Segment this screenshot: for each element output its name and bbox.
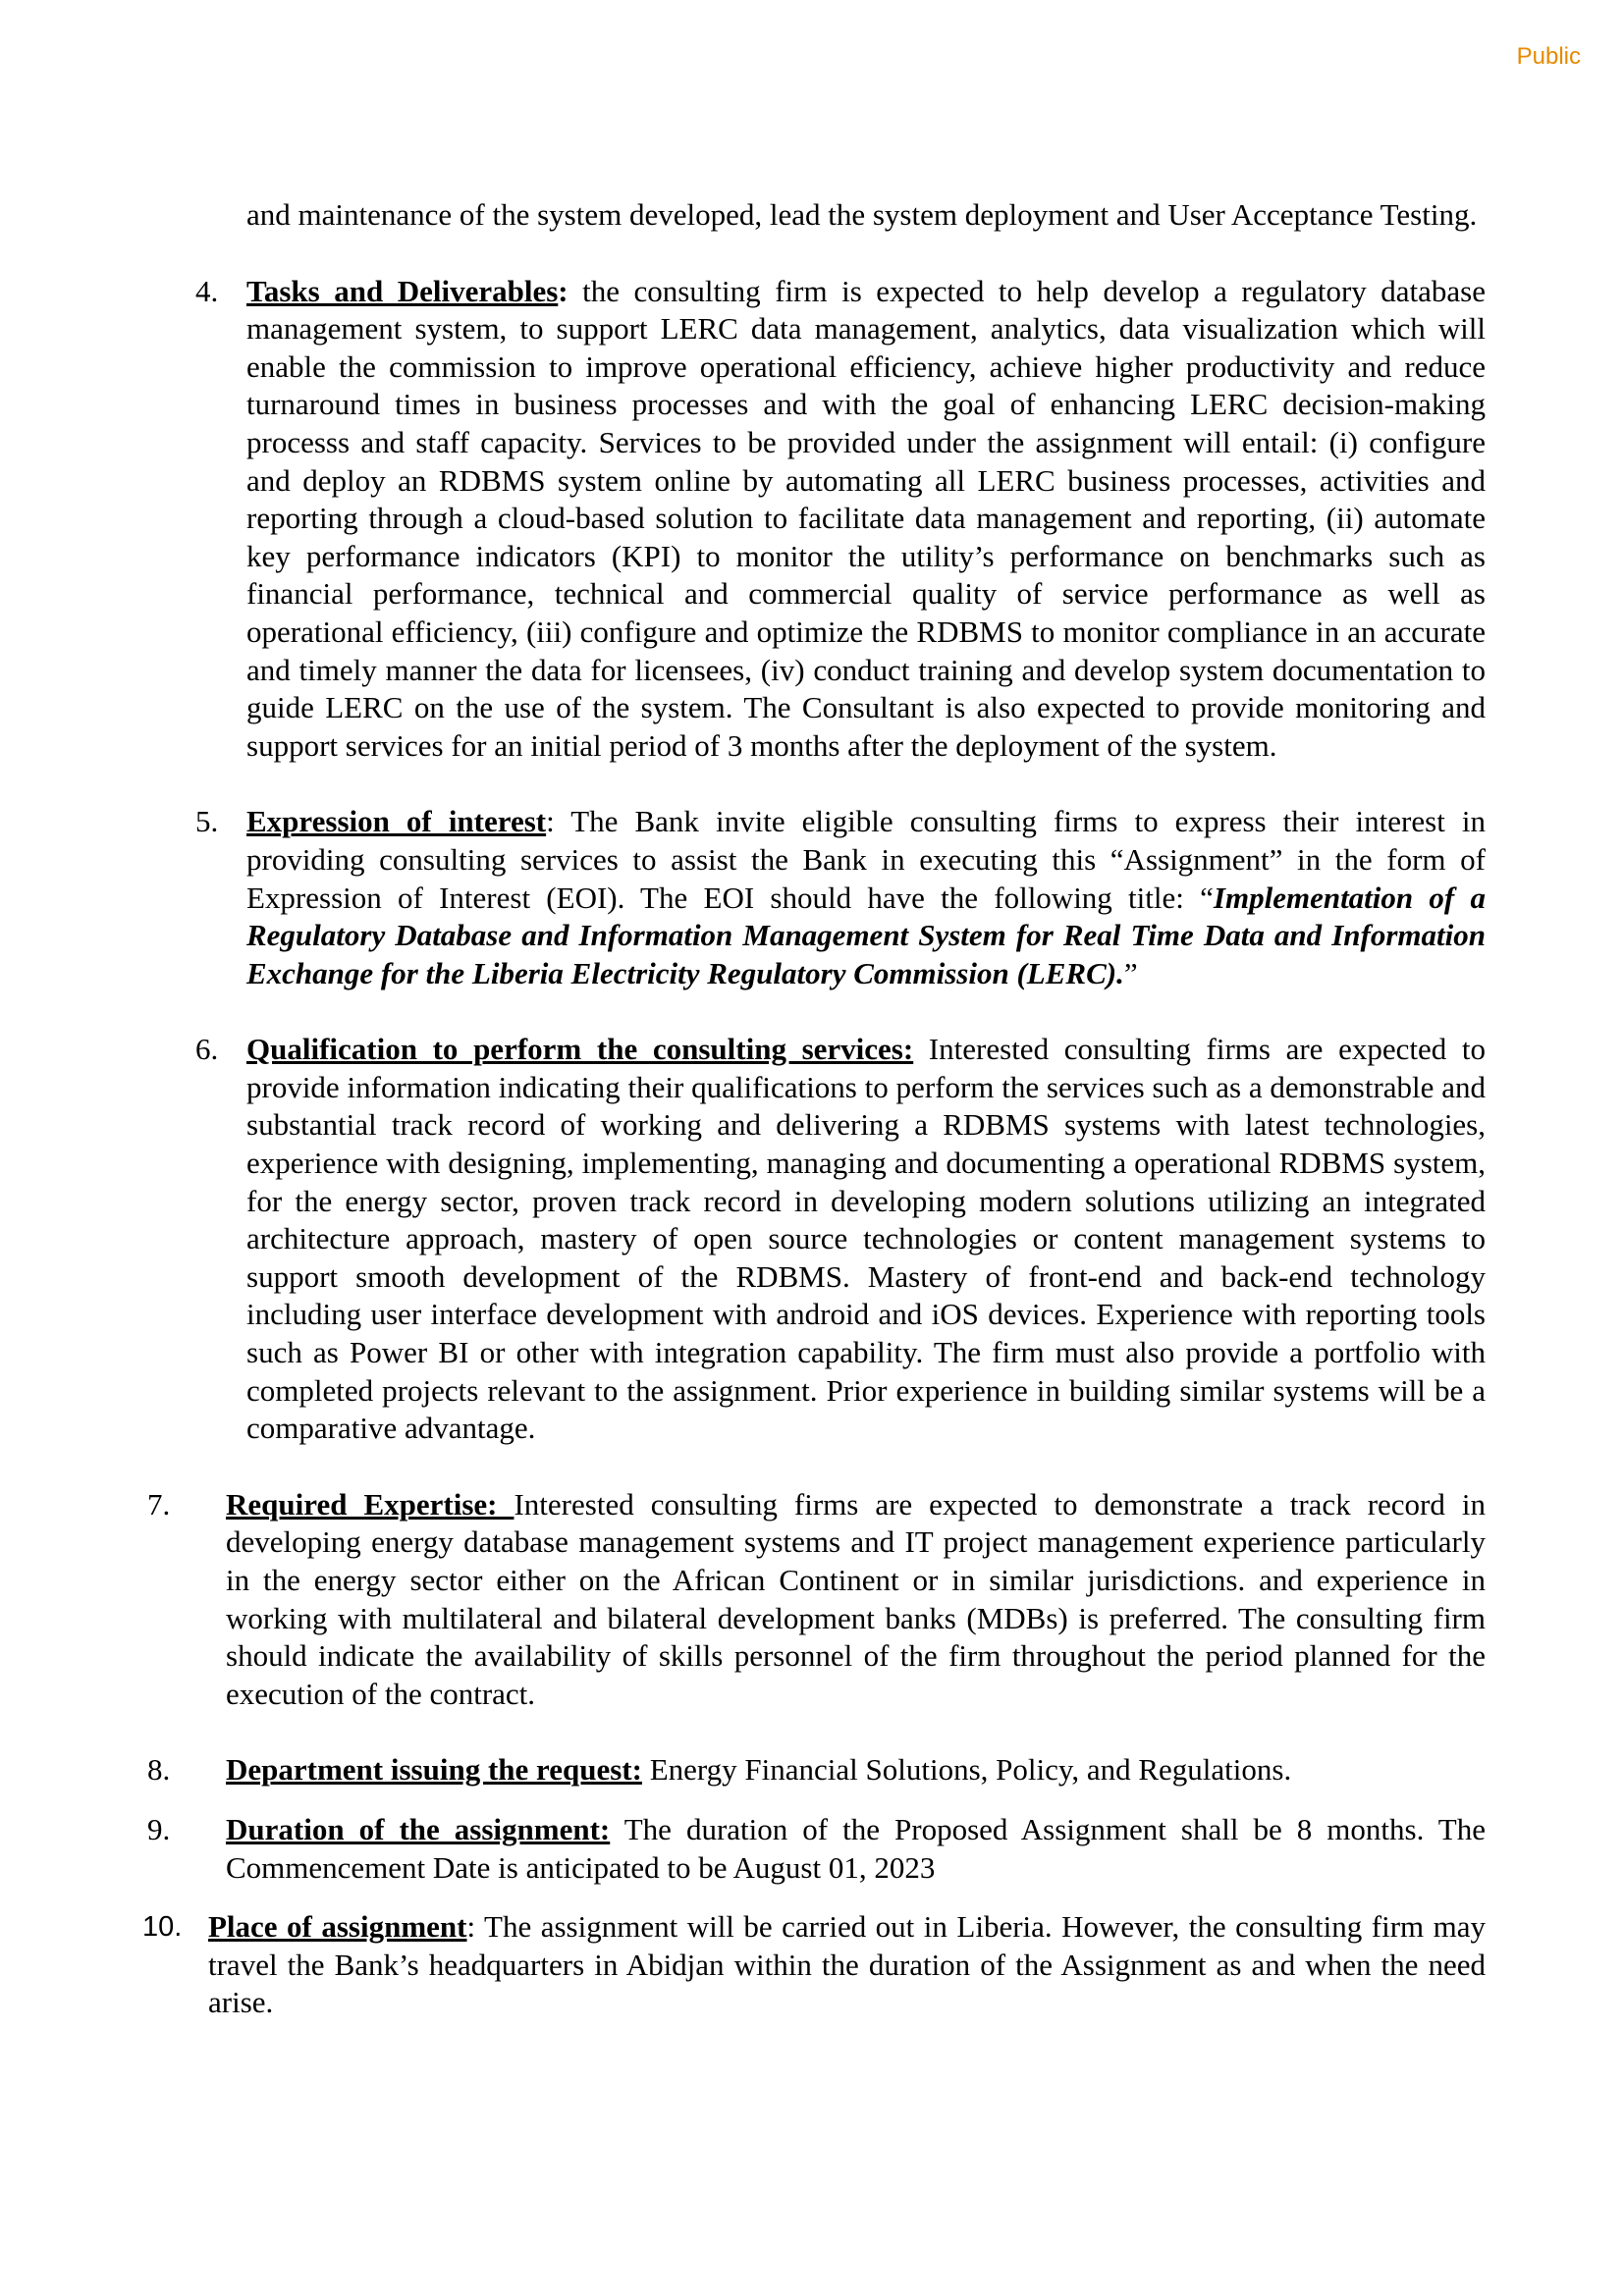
section-body: Interested consulting firms are expected to provide information indicating their qualifications to perform the services such as a demonstrable and substantial track record of working and delivering a RDBMS systems with latest technologies, experience with designing, implementing, managing and documenting a operational RDBMS system, for the energy sector, proven track record in developing modern solutions utilizing an integrated architecture approach, mastery of open source technologies or content management systems to support smooth development of the RDBMS. Mastery of front-end and back-end technology including user interface development with android and iOS devices. Experience with reporting tools such as Power BI or other with integration capability. The firm must also provide a portfolio with completed projects relevant to the assignment. Prior experience in building similar systems will be a comparative advantage. — [246, 1032, 1486, 1446]
section-heading: Place of assignment — [208, 1909, 467, 1945]
section-heading: Required Expertise: — [226, 1486, 514, 1522]
section-body: Energy Financial Solutions, Policy, and Regulations. — [641, 1752, 1292, 1788]
section-number: 9. — [147, 1811, 171, 1846]
section-heading: Department issuing the request: — [226, 1752, 642, 1788]
section-heading: Expression of interest — [246, 804, 547, 839]
section-number: 10. — [142, 1911, 183, 1944]
intro-text: and maintenance of the system developed, lead the system deployment and User Acceptance Testing. — [246, 197, 1478, 232]
section-body-end: ” — [1123, 955, 1138, 990]
section-tasks-and-deliverables — [195, 273, 1486, 766]
section-number: 8. — [147, 1752, 171, 1788]
section-body: Interested consulting firms are expected to demonstrate a track record in developing energy database management systems and IT project management experience particularly in the energy sector either on the African Continent or in similar jurisdictions. and experience in working with multilateral and bilateral development banks (MDBs) is preferred. The consulting firm should indicate the availability of skills personnel of the firm throughout the period planned for the execution of the contract. — [226, 1486, 1486, 1711]
section-number: 6. — [195, 1032, 219, 1067]
section-body: : The assignment will be carried out in Liberia. However, the consulting firm may travel the Bank’s headquarters in Abidjan within the duration of the Assignment as and when the need arise. — [208, 1909, 1486, 2020]
heading-colon: : — [558, 273, 568, 308]
section-duration — [147, 1811, 1486, 1887]
intro-paragraph — [246, 196, 1486, 235]
section-heading: Duration of the assignment: — [226, 1811, 611, 1846]
section-body: : The Bank invite eligible consulting firms to express their interest in providing consulting services to assist the Bank in executing this “Assignment” in the form of Expression of Interest (EOI). The EOI should have the following title: “ — [246, 804, 1486, 915]
section-heading: Qualification to perform the consulting services: — [246, 1032, 914, 1067]
document-body — [0, 196, 1624, 2060]
section-number: 4. — [195, 273, 219, 308]
section-expression-of-interest — [195, 803, 1486, 992]
section-qualification — [195, 1031, 1486, 1448]
section-body: The duration of the Proposed Assignment shall be 8 months. The Commencement Date is anticipated to be August 01, 2023 — [226, 1811, 1486, 1885]
eoi-title: Implementation of a Regulatory Database and Information Management System for Real Time Data and Information Exchange for the Liberia Electricity Regulatory Commission (LERC). — [246, 880, 1486, 990]
section-number: 7. — [147, 1486, 171, 1522]
section-required-expertise — [147, 1486, 1486, 1714]
section-place-of-assignment — [142, 1908, 1486, 2022]
section-heading: Tasks and Deliverables — [246, 273, 559, 308]
section-number: 5. — [195, 804, 219, 839]
section-department — [147, 1751, 1486, 1789]
classification-label: Public — [1516, 43, 1581, 70]
section-body: the consulting firm is expected to help develop a regulatory database management system, to support LERC data management, analytics, data visualization which will enable the commission to improve operational efficiency, achieve higher productivity and reduce turnaround times in business processes and with the goal of enhancing LERC decision-making processs and staff capacity. Services to be provided under the assignment will entail: (i) configure and deploy an RDBMS system online by automating all LERC business processes, activities and reporting through a cloud-based solution to facilitate data management and reporting, (ii) automate key performance indicators (KPI) to monitor the utility’s performance on benchmarks such as financial performance, technical and commercial quality of service performance as well as operational efficiency, (iii) configure and optimize the RDBMS to monitor compliance in an accurate and timely manner the data for licensees, (iv) conduct training and develop system documentation to guide LERC on the use of the system. The Consultant is also expected to provide monitoring and support services for an initial period of 3 months after the deployment of the system. — [246, 273, 1486, 763]
